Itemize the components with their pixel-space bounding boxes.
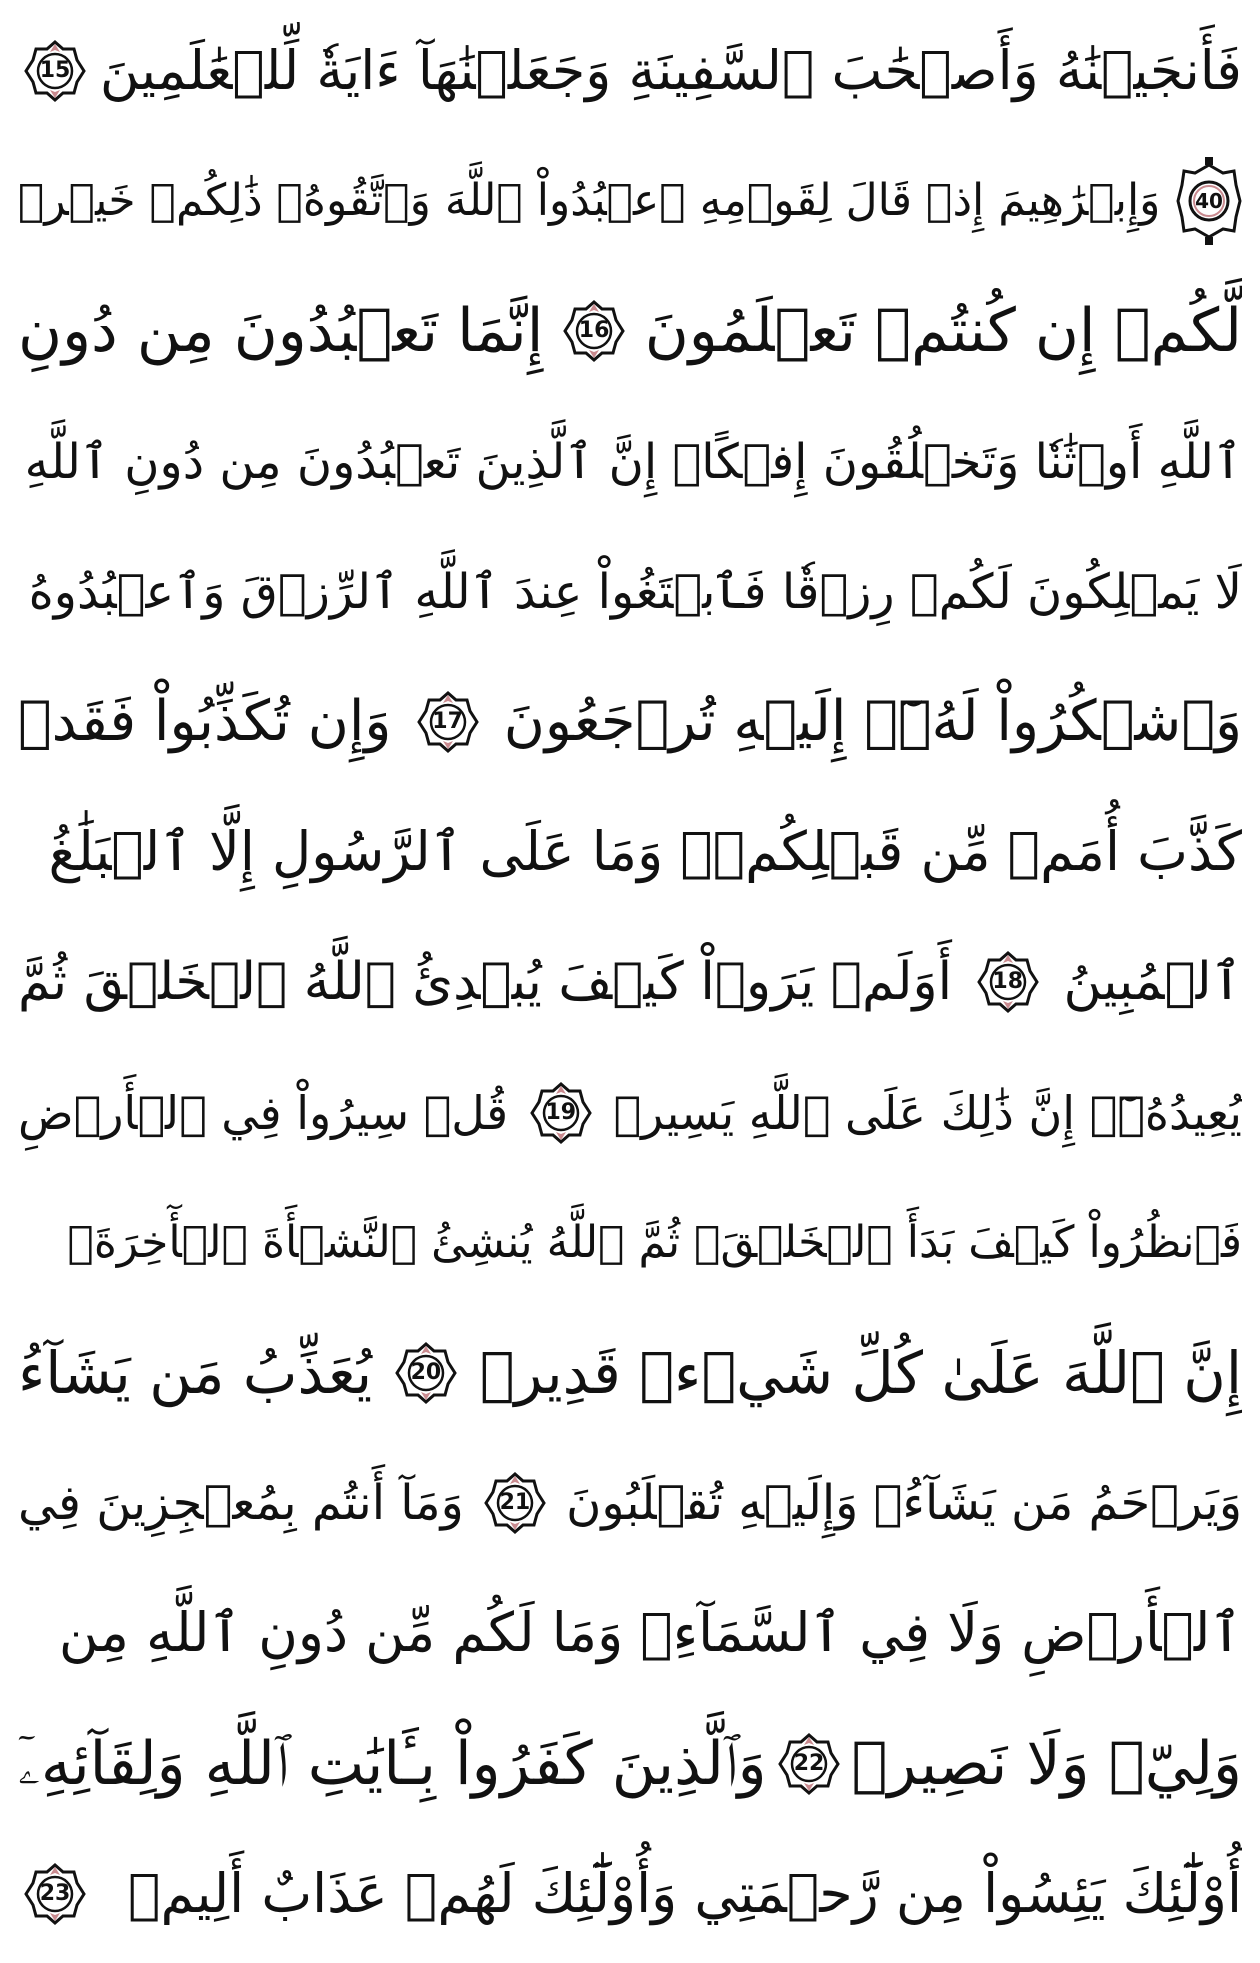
text-line: [18, 272, 1242, 390]
verse-text: إِنَّ ٱللَّهَ عَلَىٰ كُلِّ شَيۡءٖ قَدِيرٞ: [479, 1339, 1242, 1408]
verse-text: وَيَرۡحَمُ مَن يَشَآءُۖ وَإِلَيۡهِ تُقۡلَبُونَ: [566, 1475, 1242, 1532]
ayah-number: 19: [545, 1099, 577, 1125]
verse-text: يُعَذِّبُ مَن يَشَآءُ: [18, 1339, 373, 1408]
ayah-end-marker: [484, 1472, 546, 1534]
verse-text: وَٱشۡكُرُواْ لَهُۥٓۖ إِلَيۡهِ تُرۡجَعُونَ: [503, 689, 1242, 755]
text-line: [18, 403, 1242, 521]
text-line: [18, 12, 1242, 130]
verse-text: إِنَّمَا تَعۡبُدُونَ مِن دُونِ: [18, 296, 544, 367]
verse-text: أَوَلَمۡ يَرَوۡاْ كَيۡفَ يُبۡدِئُ ٱللَّهُ ٱلۡخَلۡقَ ثُمَّ: [18, 952, 953, 1013]
verse-text: لَا يَمۡلِكُونَ لَكُمۡ رِزۡقٗا فَٱبۡتَغُواْ عِندَ ٱللَّهِ ٱلرِّزۡقَ وَٱعۡبُدُوهُ: [28, 563, 1242, 620]
text-line: [18, 1705, 1242, 1823]
ayah-number: 16: [578, 318, 610, 344]
ayah-number: 21: [499, 1490, 531, 1516]
verse-text: وَلِيّٖ وَلَا نَصِيرٖ: [851, 1728, 1242, 1799]
ayah-end-marker: [530, 1082, 592, 1144]
ayah-end-marker: [24, 1863, 86, 1925]
verse-text: يُعِيدُهُۥٓۚ إِنَّ ذَٰلِكَ عَلَى ٱللَّهِ يَسِيرٞ: [613, 1085, 1242, 1140]
verse-text: وَٱلَّذِينَ كَفَرُواْ بِـَٔايَٰتِ ٱللَّهِ وَلِقَآئِهِۦٓ: [18, 1728, 767, 1799]
ayah-end-marker: [778, 1733, 840, 1795]
verse-text: ٱللَّهِ أَوۡثَٰنٗا وَتَخۡلُقُونَ إِفۡكًاۚ إِنَّ ٱلَّذِينَ تَعۡبُدُونَ مِن دُونِ ٱللَّهِ: [24, 433, 1242, 490]
text-line: [18, 1835, 1242, 1953]
ayah-end-marker: [563, 300, 625, 362]
verse-text: ٱلۡأَرۡضِ وَلَا فِي ٱلسَّمَآءِۖ وَمَا لَكُم مِّن دُونِ ٱللَّهِ مِن: [58, 1601, 1242, 1665]
text-line: [18, 1314, 1242, 1432]
hizb-number: 40: [1195, 189, 1223, 214]
text-line: [18, 533, 1242, 651]
ayah-end-marker: [24, 40, 86, 102]
ayah-number: 17: [432, 709, 463, 735]
text-line: [18, 793, 1242, 911]
hizb-marker: [1176, 155, 1242, 247]
text-line: [18, 1184, 1242, 1302]
text-line: [18, 142, 1242, 260]
verse-text: وَإِبۡرَٰهِيمَ إِذۡ قَالَ لِقَوۡمِهِ ٱعۡبُدُواْ ٱللَّهَ وَٱتَّقُوهُۖ ذَٰلِكُمۡ خَيۡرٞ: [18, 175, 1161, 227]
verse-text: قُلۡ سِيرُواْ فِي ٱلۡأَرۡضِ: [18, 1085, 509, 1140]
verse-text: وَمَآ أَنتُم بِمُعۡجِزِينَ فِي: [18, 1475, 464, 1532]
verse-text: فَأَنجَيۡنَٰهُ وَأَصۡحَٰبَ ٱلسَّفِينَةِ وَجَعَلۡنَٰهَآ ءَايَةٗ لِّلۡعَٰلَمِينَ: [99, 39, 1242, 102]
text-line: [18, 1574, 1242, 1692]
ayah-number: 22: [793, 1750, 825, 1776]
verse-text: فَٱنظُرُواْ كَيۡفَ بَدَأَ ٱلۡخَلۡقَۚ ثُمَّ ٱللَّهُ يُنشِئُ ٱلنَّشۡأَةَ ٱلۡأٓخِرَةَۚ: [67, 1216, 1242, 1268]
verse-text: لَّكُمۡ إِن كُنتُمۡ تَعۡلَمُونَ: [644, 296, 1242, 367]
ayah-number: 15: [39, 58, 71, 83]
verse-text: كَذَّبَ أُمَمٞ مِّن قَبۡلِكُمۡۖ وَمَا عَلَى ٱلرَّسُولِ إِلَّا ٱلۡبَلَٰغُ: [48, 820, 1242, 884]
text-line: [18, 663, 1242, 781]
verse-text: ٱلۡمُبِينُ: [1063, 952, 1242, 1013]
ayah-number: 23: [39, 1880, 71, 1906]
ayah-end-marker: [395, 1342, 457, 1404]
text-line: [18, 923, 1242, 1041]
verse-text: أُوْلَٰٓئِكَ يَئِسُواْ مِن رَّحۡمَتِي وَأُوْلَٰٓئِكَ لَهُمۡ عَذَابٌ أَلِيمٞ: [128, 1861, 1242, 1925]
ayah-number: 20: [410, 1360, 442, 1386]
text-line: [18, 1054, 1242, 1172]
verse-text: وَإِن تُكَذِّبُواْ فَقَدۡ: [18, 689, 392, 755]
ayah-end-marker: [977, 951, 1039, 1013]
ayah-number: 18: [992, 969, 1024, 995]
ayah-end-marker: [417, 691, 479, 753]
text-line: [18, 1444, 1242, 1562]
